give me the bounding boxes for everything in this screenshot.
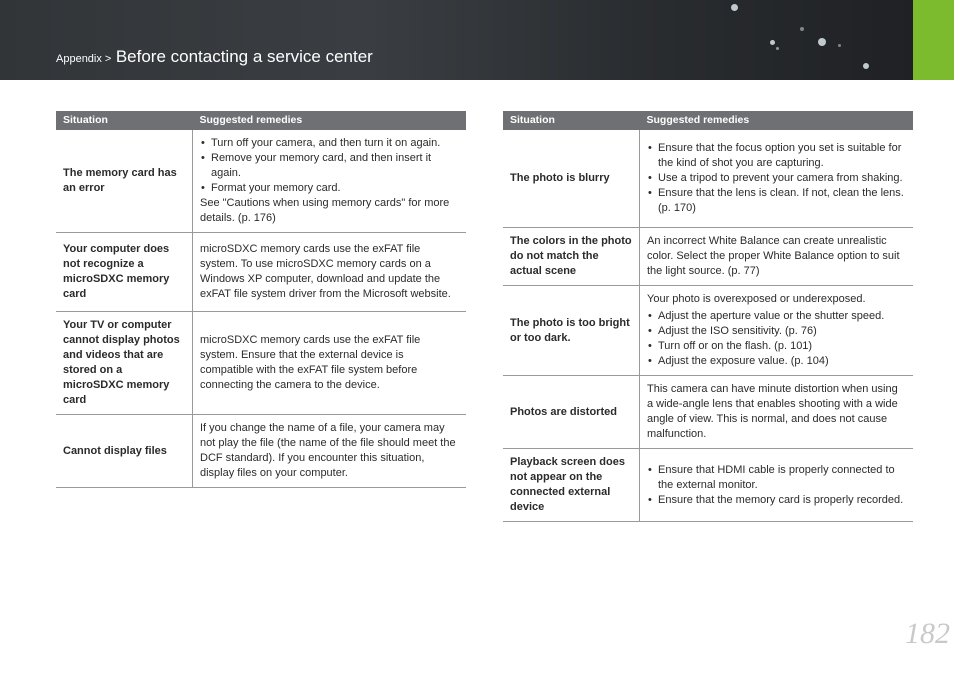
table-row [56,415,466,488]
decorative-light [776,47,779,50]
remedy-list [647,463,906,508]
table-row [56,312,466,415]
remedy-item: • Format your memory card. [200,181,459,196]
situation-cell: The memory card has an error [56,130,193,233]
decorative-light [800,27,804,31]
remedy-list [200,136,459,196]
remedy-cell: microSDXC memory cards use the exFAT file system. Ensure that the external device is compatible with the exFAT file system before connecting the camera to the device. [193,312,467,415]
decorative-light [838,44,841,47]
table-row [503,449,913,522]
column-header-remedies: Suggested remedies [193,111,467,130]
page-title: Before contacting a service center [115,47,373,66]
remedy-list [647,141,906,216]
table-row [503,130,913,228]
situation-cell: The photo is blurry [503,130,640,228]
breadcrumb-section: Appendix > [56,53,112,65]
situation-cell: Playback screen does not appear on the connected external device [503,449,640,522]
situation-cell: Your computer does not recognize a microSDXC memory card [56,233,193,312]
situation-cell: The photo is too bright or too dark. [503,286,640,376]
troubleshooting-table-right [503,111,913,522]
decorative-light [863,63,869,69]
decorative-light [731,4,738,11]
table-row [503,376,913,449]
remedy-list [647,309,906,369]
situation-cell: Cannot display files [56,415,193,488]
table-row [503,286,913,376]
remedy-item: • Ensure that the memory card is properly recorded. [647,493,906,508]
remedy-cell: If you change the name of a file, your camera may not play the file (the name of the file should meet the DCF standard). If you encounter this situation, display files on your computer. [193,415,467,488]
remedy-cell [193,130,467,233]
situation-cell: Photos are distorted [503,376,640,449]
page-number: 182 [905,617,950,650]
decorative-light [770,40,775,45]
section-tab [913,0,954,80]
table-row [56,130,466,233]
remedy-item: • Adjust the ISO sensitivity. (p. 76) [647,324,906,339]
remedy-item: • Remove your memory card, and then insert it again. [200,151,459,181]
remedy-item: • Turn off or on the flash. (p. 101) [647,339,906,354]
remedy-item: • Adjust the aperture value or the shutter speed. [647,309,906,324]
troubleshooting-table-left [56,111,466,488]
remedy-cell: microSDXC memory cards use the exFAT file system. To use microSDXC memory cards on a Windows XP computer, download and update the exFAT file system driver from the Microsoft website. [193,233,467,312]
table-row [56,233,466,312]
table-row [503,228,913,286]
situation-cell: Your TV or computer cannot display photos and videos that are stored on a microSDXC memory card [56,312,193,415]
remedy-cell [640,130,914,228]
remedy-intro: Your photo is overexposed or underexposed. [647,293,866,305]
remedy-item: • Ensure that the focus option you set is suitable for the kind of shot you are capturing. [647,141,906,171]
remedy-cell: An incorrect White Balance can create unrealistic color. Select the proper White Balance option to suit the light source. (p. 77) [640,228,914,286]
remedy-item: • Ensure that HDMI cable is properly connected to the external monitor. [647,463,906,493]
decorative-light [818,38,826,46]
remedy-cell [640,286,914,376]
breadcrumb [56,47,373,67]
remedy-cell [640,449,914,522]
remedy-item: • Use a tripod to prevent your camera from shaking. [647,171,906,186]
column-header-situation: Situation [503,111,640,130]
remedy-item: • Adjust the exposure value. (p. 104) [647,354,906,369]
remedy-item: • Turn off your camera, and then turn it on again. [200,136,459,151]
table-header-row [503,111,913,130]
column-header-remedies: Suggested remedies [640,111,914,130]
page-header [0,0,913,80]
remedy-item: • Ensure that the lens is clean. If not, clean the lens. (p. 170) [647,186,906,216]
table-header-row [56,111,466,130]
column-header-situation: Situation [56,111,193,130]
remedy-cell: This camera can have minute distortion when using a wide-angle lens that enables shooting with a wide angle of view. This is normal, and does not cause malfunction. [640,376,914,449]
remedy-note: See "Cautions when using memory cards" for more details. (p. 176) [200,197,450,224]
situation-cell: The colors in the photo do not match the actual scene [503,228,640,286]
